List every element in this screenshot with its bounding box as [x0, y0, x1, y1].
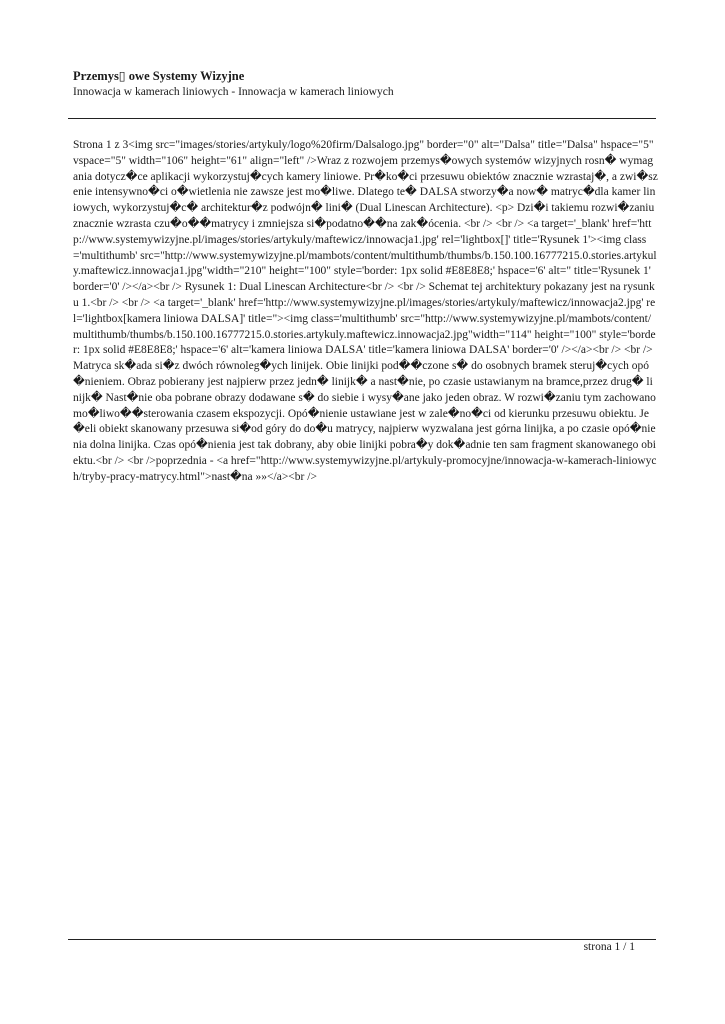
article-subtitle: Innowacja w kamerach liniowych - Innowacja w kamerach liniowych — [73, 86, 394, 98]
article-body: Strona 1 z 3<img src="images/stories/artykuly/logo%20firm/Dalsalogo.jpg" border="0" alt="Dalsa" title="Dalsa" hspace="5" vspace="5" width="106" height="61" align="left" />Wraz z rozwojem przemys�owych systemów wizyjnych rosn� wymagania dotycz�ce aplikacji wykorzystuj�cych kamery liniowe. Pr�ko�ci przesuwu obiektów znacznie wzrastaj�, a zwi�szenie intensywno�ci o�wietlenia nie zawsze jest mo�liwe. Dlatego te� DALSA stworzy�a now� matryc�dla kamer liniowych, wykorzystuj�c� architektur�z podwójn� lini� (Dual Linescan Architecture). <p> Dzi�i takiemu rozwi�zaniu znacznie wzrasta czu�o��matrycy i zmniejsza si�podatno��na zak�ócenia. <br /> <br /> <a target='_blank' href='http://www.systemywizyjne.pl/images/stories/artykuly/maftewicz/innowacja1.jpg' rel='lightbox[]' title='Rysunek 1'><img class='multithumb' src="http://www.systemywizyjne.pl/mambots/content/multithumb/thumbs/b.150.100.16777215.0.stories.artykuly.maftewicz.innowacja1.jpg"width="210" height="100" style='border: 1px solid #E8E8E8;' hspace='6' alt=" title='Rysunek 1' border='0' /></a><br /> Rysunek 1: Dual Linescan Architecture<br /> <br /> Schemat tej architektury pokazany jest na rysunku 1.<br /> <br /> <a target='_blank' href='http://www.systemywizyjne.pl/images/stories/artykuly/maftewicz/innowacja2.jpg' rel='lightbox[kamera liniowa DALSA]' title="><img class='multithumb' src="http://www.systemywizyjne.pl/mambots/content/multithumb/thumbs/b.150.100.16777215.0.stories.artykuly.maftewicz.innowacja2.jpg"width="114" height="100" style='border: 1px solid #E8E8E8;' hspace='6' alt='kamera liniowa DALSA' title='kamera liniowa DALSA' border='0' /></a><br /> <br /> Matryca sk�ada si�z dwóch równoleg�ych linijek. Obie linijki pod��czone s� do osobnych bramek steruj�cych opó�nieniem. Obraz pobierany jest najpierw przez jedn� linijk� a nast�nie, po czasie ustawianym na bramce,przez drug� linijk� Nast�nie oba pobrane obrazy dodawane s� do siebie i wysy�ane jako jeden obraz. W rozwi�zaniu tym zachowano mo�liwo��sterowania czasem ekspozycji. Opó�nienie ustawiane jest w zale�no�ci od kierunku przesuwu obiektu. Je�eli obiekt skanowany przesuwa si�od góry do do�u matrycy, najpierw wyzwalana jest górna linijka, a po czasie opó�nienia dolna linijka. Czas opó�nienia jest tak dobrany, aby obie linijki pobra�y dok�adnie ten sam fragment skanowanego obiektu.<br /> <br />poprzednia - <a href="http://www.systemywizyjne.pl/artykuly-promocyjne/innowacja-w-kamerach-liniowych/tryby-pracy-matrycy.html">nast�na »»</a><br /> — [73, 139, 658, 483]
site-title: Przemys▯ owe Systemy Wizyjne — [73, 69, 245, 83]
page-number: strona 1 / 1 — [583, 941, 635, 953]
footer-divider — [68, 939, 656, 940]
page-header — [73, 68, 643, 100]
header-divider — [68, 118, 656, 119]
